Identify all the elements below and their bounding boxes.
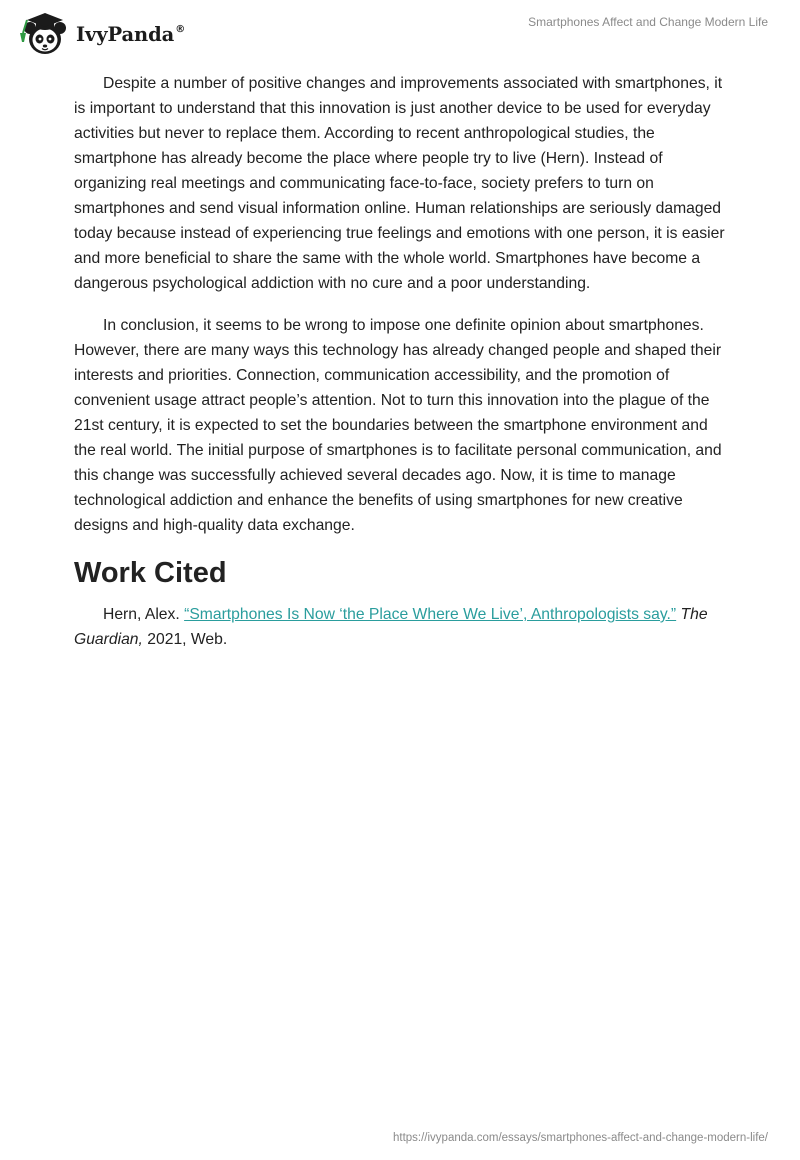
source-url[interactable]: https://ivypanda.com/essays/smartphones-affect-and-change-modern-life/ <box>392 1132 768 1144</box>
document-title: Smartphones Affect and Change Modern Life <box>528 15 768 29</box>
ivypanda-logo[interactable] <box>16 9 185 57</box>
citation-entry <box>74 602 726 652</box>
works-cited-heading: Work Cited <box>74 557 227 589</box>
brand-name: IvyPanda® <box>76 22 186 46</box>
essay-content <box>74 71 726 669</box>
citation-author: Hern, Alex. <box>103 606 180 623</box>
citation-details: 2021, Web. <box>147 631 228 648</box>
panda-graduation-cap-icon <box>16 9 74 57</box>
page-header <box>0 0 800 62</box>
body-paragraph: Despite a number of positive changes and improvements associated with smartphones, it is important to understand that this innovation is just another device to be used for everyday activities but never to replace them. According to recent anthropological studies, the smartphone has already become the place where people try to live (Hern). Instead of organizing real meetings and communicating face-to-face, society prefers to turn on smartphones and send visual information online. Human relationships are seriously damaged today because instead of experiencing true feelings and emotions with one person, it is easier and more beneficial to share the same with the whole world. Smartphones have become a dangerous psychological addiction with no cure and a poor understanding. <box>74 75 725 292</box>
registered-mark: ® <box>175 23 186 35</box>
body-paragraph: In conclusion, it seems to be wrong to impose one definite opinion about smartphones. However, there are many ways this technology has already changed people and shaped their interests and priorities. Connection, communication accessibility, and the promotion of convenient usage attract people’s attention. Not to turn this innovation into the plague of the 21st century, it is expected to set the boundaries between the smartphone environment and the real world. The initial purpose of smartphones is to facilitate personal communication, and this change was successfully achieved several decades ago. Now, it is time to manage technological addiction and enhance the benefits of using smartphones for new creative designs and high-quality data exchange. <box>74 317 722 534</box>
citation-title-link[interactable]: “Smartphones Is Now ‘the Place Where We Live’, Anthropologists say.” <box>184 606 677 623</box>
citation-publication: The Guardian, <box>74 606 708 648</box>
